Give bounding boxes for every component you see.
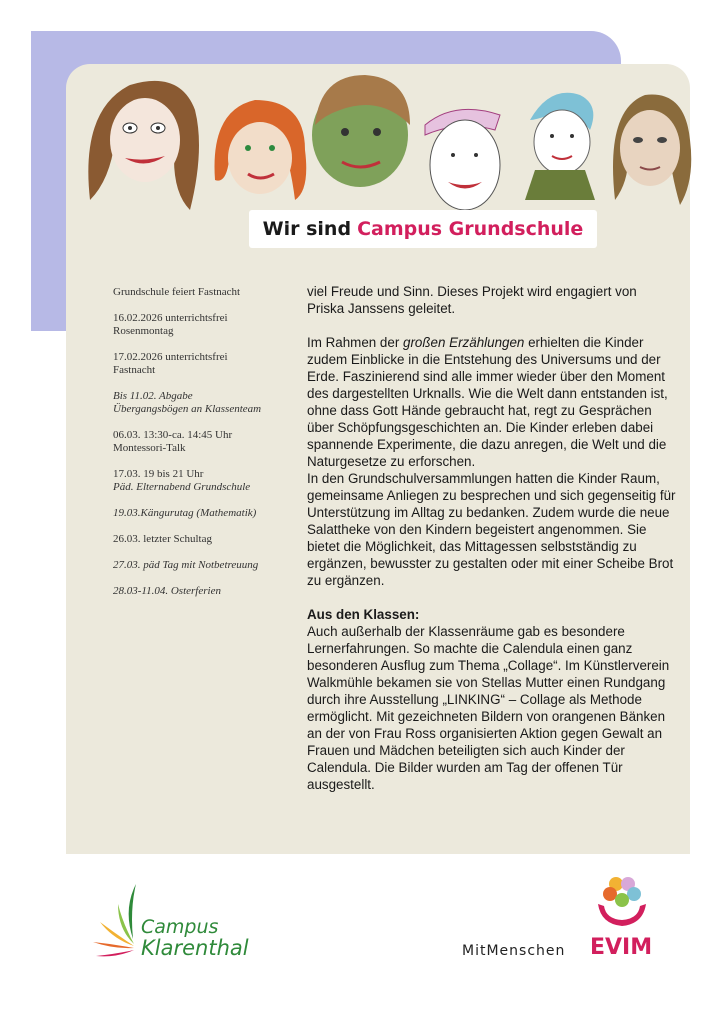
main-article xyxy=(307,283,677,793)
child-drawing-3 xyxy=(312,75,410,187)
child-drawing-4 xyxy=(425,109,500,210)
child-drawing-2 xyxy=(215,100,307,200)
title-prefix: Wir sind xyxy=(262,218,352,240)
sidebar-entry: 26.03. letzter Schultag xyxy=(113,533,212,545)
paragraph: Auch außerhalb der Klassenräume gab es besondere Lernerfahrungen. So machte die Calendula einen ganz besonderen Ausflug zum Thema „Collage“. Im Künstlerverein Walkmühle bekamen sie von Stellas Mutter einen Rundgang durch ihre Ausstellung „LINKING“ – Collage als Methode ermöglicht. Mit gezeichneten Bildern von orangenen Bänken an der von Frau Ross organisierten Aktion gegen Gewalt an Frauen und Mädchen beteiligten sich auch Kinder der Calendula. Die Bilder wurden am Tag der offenen Tür ausgestellt. xyxy=(307,624,670,792)
sidebar-entry: 19.03.Kängurutag (Mathematik) xyxy=(113,507,257,519)
child-drawing-1 xyxy=(88,81,199,210)
dates-sidebar xyxy=(113,286,293,611)
paragraph: In den Grundschulversammlungen hatten die Kinder Raum, gemeinsame Anliegen zu besprechen und sich gegenseitig für Unterstützung im Alltag zu bedanken. Zudem wurde die neue Salattheke von den Kindern begeistert angenommen. Sie bietet die Möglichkeit, das Mittagessen selbstständig zu ergänzen, bewusster zu gestalten oder mit einer Scheibe Brot zu ergänzen. xyxy=(307,471,676,588)
children-drawings xyxy=(80,70,700,220)
sidebar-entry: 06.03. 13:30-ca. 14:45 Uhr Montessori-Talk xyxy=(113,429,233,454)
paragraph: viel Freude und Sinn. Dieses Projekt wird engagiert von Priska Janssens geleitet. xyxy=(307,284,637,316)
sidebar-entry: Bis 11.02. Abgabe Übergangsbögen an Klassenteam xyxy=(113,390,262,415)
child-drawing-5 xyxy=(525,93,595,200)
page-title xyxy=(249,210,597,248)
title-highlight: Campus Grundschule xyxy=(357,218,584,240)
sidebar-entry: 17.03. 19 bis 21 Uhr Päd. Elternabend Grundschule xyxy=(113,468,251,493)
section-heading: Aus den Klassen: xyxy=(307,607,420,622)
child-drawing-6 xyxy=(613,95,691,205)
sidebar-entry: 16.02.2026 unterrichtsfrei Rosenmontag xyxy=(113,312,228,337)
klarenthal-logo-text: Klarenthal xyxy=(141,936,249,960)
paragraph: Im Rahmen der großen Erzählungen erhielten die Kinder zudem Einblicke in die Entstehung des Universums und der Erde. Faszinierend sind alle immer wieder über den Moment des dargestellten Urknalls. Wie die Welt dann entstanden ist, ohne dass Gott Hände gebraucht hat, regt zu Gesprächen über Schöpfungsgeschichten an. Die Kinder erleben dabei spannende Experimente, die dazu anregen, die Welt und die Naturgesetze zu erforschen. xyxy=(307,335,668,469)
mitmenschen-tagline: MitMenschen xyxy=(462,943,566,959)
campus-logo-text: Campus xyxy=(141,916,219,938)
sidebar-entry: 28.03-11.04. Osterferien xyxy=(113,585,221,597)
evim-logo-icon xyxy=(586,874,666,934)
sidebar-entry: Grundschule feiert Fastnacht xyxy=(113,286,241,298)
sidebar-entry: 27.03. päd Tag mit Notbetreuung xyxy=(113,559,259,571)
sidebar-entry: 17.02.2026 unterrichtsfrei Fastnacht xyxy=(113,351,228,376)
evim-logo-text: EVIM xyxy=(590,935,653,960)
